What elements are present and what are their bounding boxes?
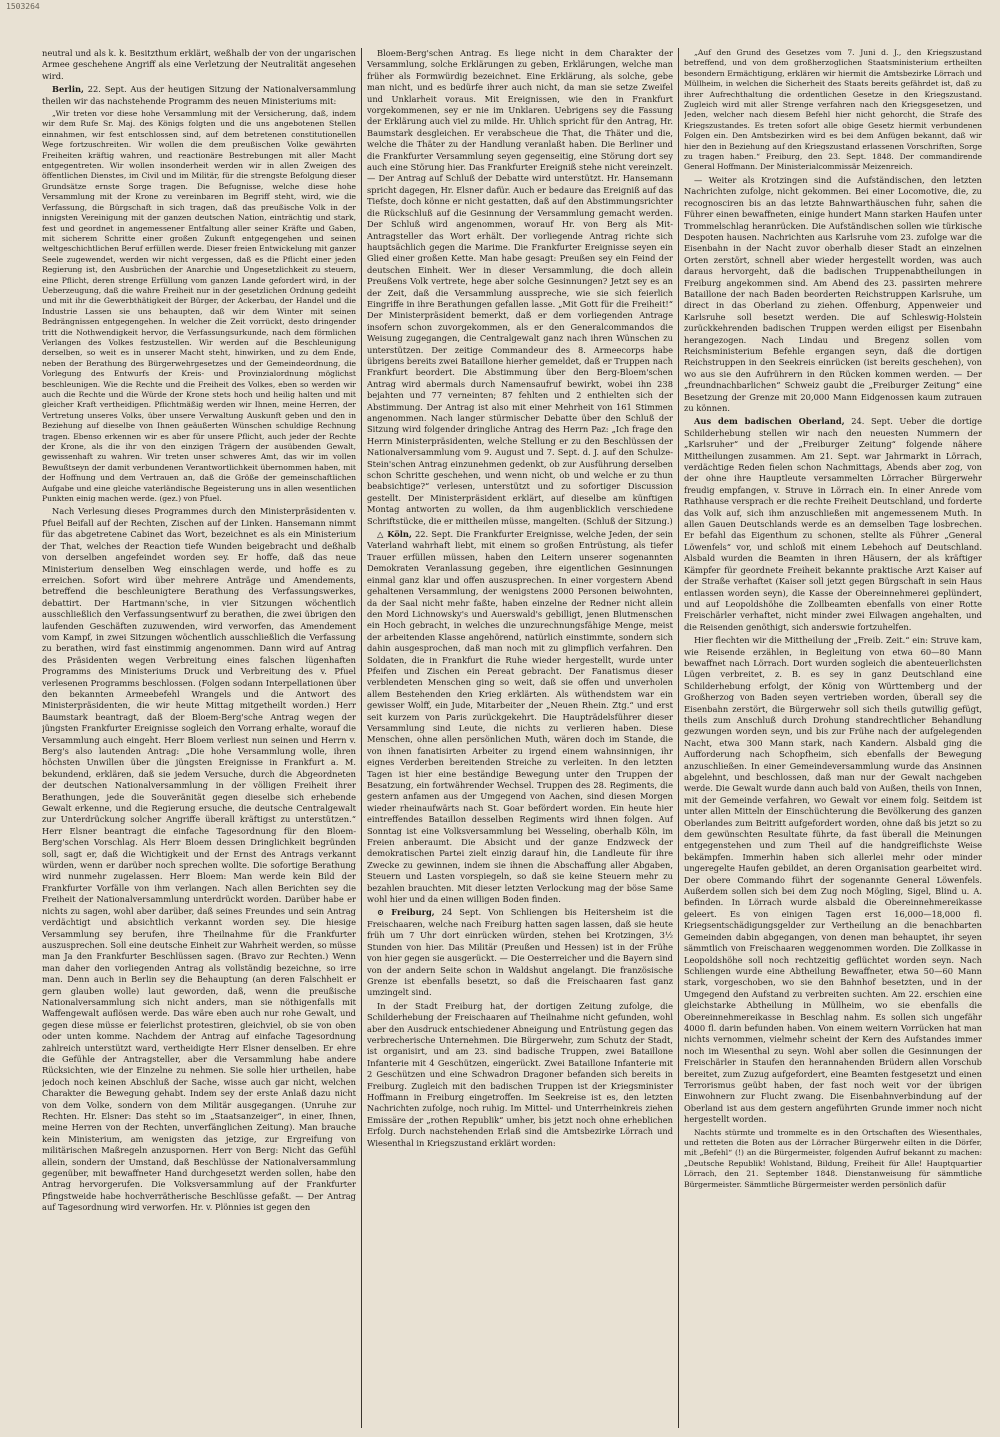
paragraph-text: In der Stadt Freiburg hat, der dortigen Zeitung zufolge, die Schilderhebung der Freischaaren auf Theilnahme nicht gefunden, wohl aber den Ausdruck entschiedener Abneigung und Entrüstung gegen das verbrecherische Unternehmen. Die Bürgerwehr, zum Schutz der Stadt, ist organisirt, und am 23. sind badische Truppen, zwei Bataillone Infanterie mit 4 Geschützen, eingerückt. Zwei Bataillone Infanterie mit 2 Geschützen und eine Schwadron Dragoner befanden sich bereits in Freiburg. Zugleich mit den badischen Truppen ist der Kriegsminister Hoffmann in Freiburg eingetroffen. Im Seekreise ist es, den letzten Nachrichten zufolge, noch ruhig. Im Mittel- und Unterrheinkreis ziehen Emissäre der „rothen Republik“ umher, bis jetzt noch ohne erheblichen Erfolg. Durch nachstehenden Erlaß sind die Amtsbezirke Lörrach und Wiesenthal in Kriegszustand erklärt worden: xyxy=(367,1000,673,1148)
article-paragraph xyxy=(684,175,982,415)
paragraph-text: 22. Sept. Aus der heutigen Sitzung der Nationalversammlung theilen wir das nachstehende Programm des neuen Ministeriums mit: xyxy=(42,84,356,106)
paragraph-text: — Weiter als Krotzingen sind die Aufständischen, den letzten Nachrichten zufolge, nicht gekommen. Bei einer Locomotive, die, zu recognosciren bis an das letzte Bahnwarthäuschen fuhr, sahen die Führer einen bewaffneten, einige hundert Mann starken Haufen unter Trommelschlag heranrücken. Die Aufständischen sollen wie türkische Despoten hausen. Nachrichten aus Karlsruhe vom 23. zufolge war die Eisenbahn in der Nacht zuvor oberhalb dieser Stadt an einzelnen Orten zerstört, schnell aber wieder hergestellt worden, was auch daraus hervorgeht, daß die badischen Truppenabtheilungen in Freiburg angekommen sind. Am Abend des 23. passirten mehrere Bataillone der nach Baden beorderten Reichstruppen Karlsruhe, um direct in das Oberland zu ziehen. Offenburg, Appenweier und Karlsruhe soll besetzt werden. Die auf Schleswig-Holstein zurückkehrenden badischen Truppen werden eiligst per Eisenbahn herangezogen. Nach Lindau und Bregenz sollen vom Reichsministerium Befehle ergangen seyn, daß die dortigen Reichstruppen in den Seekreis einrücken (ist bereits geschehen), von wo aus sie den Aufrührern in den Rücken kommen werden. — Der „freundnachbarlichen“ Schweiz gaubt die „Freiburger Zeitung“ eine Besetzung der Grenze mit 20,000 Mann Eidgenossen kaum zutrauen zu können. xyxy=(684,174,982,413)
article-paragraph xyxy=(42,109,356,504)
catalog-number: 1503264 xyxy=(6,2,40,11)
article-paragraph xyxy=(42,506,356,1213)
article-paragraph xyxy=(367,1001,673,1149)
paragraph-text: 24 Sept. Von Schliengen bis Heitersheim ist die Freischaaren, welche nach Freiburg hatten sagen lassen, daß sie heute früh um 7 Uhr dort einrücken würden, stehen bei Krotzingen, 3½ Stunden von hier. Das Militär (Preußen und Hessen) ist in der Frühe von hier gegen sie ausgerückt. — Die Oesterreicher und die Bayern sind von der andern Seite schon in Waldshut angelangt. Die französische Grenze ist ebenfalls besetzt, so daß die Freischaaren fast ganz umzingelt sind. xyxy=(367,907,673,998)
paragraph-text: Bloem-Berg'schen Antrag. Es liege nicht in dem Charakter der Versammlung, solche Erklärungen zu geben, Erklärungen, welche man früher als Formwürdig bezeichnet. Eine Erklärung, als solche, gebe man nicht, und es bedürfe ihrer auch nicht, da man sie setze Zweifel und Unklarheit voraus. Mit Ereignissen, wie den in Frankfurt vorgekommenen, sey er nie im Unklaren. Uebrigens sey die Fassung der Erklärung auch viel zu milde. Hr. Uhlich spricht für den Antrag, Hr. Baumstark desgleichen. Er verabscheue die That, die Thäter und die, welche die Thäter zu der Handlung veranlaßt haben. Die Berliner und die Frankfurter Versammlung seyen gegenseitig, eine Störung dort sey auch eine Störung hier. Das Frankfurter Ereigniß stehe nicht vereinzelt. — Der Antrag auf Schluß der Debatte wird unterstützt. Hr. Hansemann spricht dagegen, Hr. Elsner dafür. Auch er bedaure das Ereigniß auf das Tiefste, doch könne er nicht gestatten, daß auf den Abstimmungsrichter die Rückschluß auf die Gesinnung der Versammlung gemacht werden. Der Schluß wird angenommen, worauf Hr. von Berg als Mit-Antragsteller das Wort erhält. Der vorliegende Antrag richte sich hauptsächlich gegen die Marime. Die Frankfurter Ereignisse seyen ein Glied einer großen Kette. Man habe gesagt: Preußen sey ein Feind der deutschen Einheit. Wer in dieser Versammlung, die doch allein Preußens Volk vertrete, hege aber solche Gesinnungen? Jetzt sey es an der Zeit, daß die Versammlung ausspreche, wie sie sich feierlich Eingriffe in ihre Berathungen gefallen lasse. „Mit Gott für die Freiheit!“ Der Ministerpräsident bemerkt, daß er dem vorliegenden Antrage insofern schon zuvorgekommen, als er den Generalcommandos die Weisung zugegangen, die Centralgewalt ganz nach ihren Wünschen zu unterstützen. Der zeitige Commandeur des 8. Armeecorps habe übrigens bereits zwei Bataillone hierher gemeldet, daß er Truppen nach Frankfurt beordert. Die Abstimmung über den Berg-Bloem'schen Antrag wird abermals durch Namensaufruf bewirkt, wobei ihn 238 bejahten und 77 verneinten; 87 fehlten und 2 enthielten sich der Abstimmung. Der Antrag ist also mit einer Mehrheit von 161 Stimmen angenommen. Nach langer stürmischer Debatte über den Schluß der Sitzung wird folgender dringliche Antrag des Herrn Paz: „Ich frage den Herrn Ministerpräsidenten, welche Stellung er zu den Beschlüssen der Nationalversammlung vom 9. August und 7. Sept. d. J. auf den Schulze-Stein'schen Antrag einzunehmen gedenkt, ob zur Ausführung derselben schon Schritte geschehen, und wenn nicht, ob und welche er zu thun beabsichtige?“ verlesen, unterstützt und zu sofortiger Discussion gestellt. Der Ministerpräsident erklärt, auf dieselbe am künftigen Montag antworten zu wollen, da ihm augenblicklich verschiedene Schriftstücke, die er mittheilen müsse, mangelten. (Schluß der Sitzung.) xyxy=(367,48,673,526)
paragraph-text: Hier flechten wir die Mittheilung der „Freib. Zeit.“ ein: Struve kam, wie Reisende erzählen, in Begleitung von etwa 60—80 Mann bewaffnet nach Lörrach. Dort wurden sogleich die abenteuerlichsten Lügen verbreitet, z. B. es sey in ganz Deutschland eine Schilderhebung erfolgt, der König von Württemberg und der Großherzog von Baden seyen vertrieben worden, überall sey die Eisenbahn zerstört, die Bürgerwehr soll sich theils gutwillig gefügt, theils zum Anschluß durch Drohung standrechtlicher Behandlung gezwungen worden seyn, und bis zur Frühe nach der aufgelegenden Nacht, etwa 300 Mann stark, nach Kandern. Alsbald ging die Aufforderung nach Schopfheim, sich ebenfalls der Bewegung anzuschließen. In einer Gemeindeversammlung wurde das Ansinnen abgelehnt, und beschlossen, daß man nur der Gewalt nachgeben werde. Die Gewalt wurde dann auch bald von Außen, theils von Innen, mit der Gemeinde verfahren, wo Gewalt vor einem folg. Seitdem ist unter allen Mitteln der Einschüchterung die Bevölkerung des ganzen Oberlandes zum Beitritt aufgefordert worden, ohne daß bis jetzt so zu dem gewünschten Resultate führte, da fast überall die Meinungen entgegenstehen und zum Theil auf die handgreiflichste Weise bekämpfen. Immerhin haben sich allerlei mehr oder minder ungeregelte Haufen gebildet, an deren Organisation gearbeitet wird. Der obere Commando führt der sogenannte General Löwenfels. Außerdem sollen sich bei dem Zug noch Mögling, Sigel, Blind u. A. befinden. In Lörrach wurde alsbald die Obereinnehmereikasse geleert. Es von einigen Tagen erst 16,000—18,000 fl. Kriegsentschädigungsgelder zur Vertheilung an die benachbarten Gemeinden dabin abgegangen, von denen man behauptet, ihr seyen sämmtlich von Freischaaren weggenommen worden. Die Zollkasse in Leopoldshöhe soll noch rechtzeitig geflüchtet worden seyn. Nach Schliengen wurde eine Abtheilung Bewaffneter, etwa 50—60 Mann stark, vorgeschoben, wo sie den Bahnhof besetzten, und in der Umgegend den Aufstand zu verbreiten suchten. Am 22. erschien eine gleichstarke Abtheilung in Müllheim, wo sie ebenfalls die Obereinnehmereikasse in Beschlag nahm. Es sollen sich ungefähr 4000 fl. darin befunden haben. Von einem weitern Vorrücken hat man nichts vernommen, vielmehr scheint der Kern des Aufstandes immer noch im Wiesenthal zu seyn. Wohl aber sollen die Gesinnungen der Freischärler in Staufen den herannahenden Brüdern allen Vorschub bereitet, zum Zuzug aufgefordert, eine Beamten festgesetzt und einen Terrorismus geübt haben, der fast noch weit vor der übrigen Einwohnern zur Flucht zwang. Die Eisenbahnverbindung auf der Oberland ist aus dem gestern angeführten Grunde immer noch nicht hergestellt worden. xyxy=(684,635,982,1125)
article-paragraph xyxy=(684,48,982,173)
paragraph-text: neutral und als k. k. Besitzthum erklärt, weßhalb der von der ungarischen Armee geschehene Angriff als eine Verletzung der Neutralität angesehen wird. xyxy=(42,48,356,81)
column-1 xyxy=(42,48,356,1428)
column-2 xyxy=(367,48,673,1428)
article-paragraph xyxy=(684,1128,982,1190)
column-divider xyxy=(678,48,679,1428)
dateline: Berlin, xyxy=(52,84,84,95)
article-paragraph xyxy=(42,48,356,82)
dateline: ⊙ Freiburg, xyxy=(377,907,435,918)
article-paragraph xyxy=(367,529,673,905)
paragraph-text: 22. Sept. Die Frankfurter Ereignisse, welche Jeden, der sein Vaterland wahrhaft liebt, mit einem so großen Entrüstung, als tiefer Trauer erfüllen müssen, haben den Leitern unserer sogenannten Demokraten Veranlassung gegeben, ihre eigentlichen Gesinnungen einmal ganz klar und offen auszusprechen. In einer vorgestern Abend gehaltenen Versammlung, der wenigstens 2000 Personen beiwohnten, da der Saal nicht mehr faßte, haben einzelne der Redner nicht allein den Mord Lichnowsky's und Auerswald's gebilligt, jenen Blutmenschen ein Hoch gebracht, in welches die unzurechnungsfähige Menge, meist der arbeitenden Klasse angehörend, natürlich einstimmte, sondern sich dahin ausgesprochen, daß man noch mit zu glimpflich verfahren. Den Soldaten, die in Frankfurt die Ruhe wieder hergestellt, wurde unter Pfeifen und Zischen ein Pereat gebracht. Der Fanatismus dieser verblendeten Menschen ging so weit, daß sie offen und unverholen allem Bestehenden den Krieg erklärten. Als wüthendstem war ein gewisser Wolff, ein Jude, Mitarbeiter der „Neuen Rhein. Ztg.“ und erst seit kurzem von Paris zurückgekehrt. Die Haupträdelsführer dieser Versammlung sind Leute, die nichts zu verlieren haben. Diese Menschen, ohne allen persönlichen Muth, wären doch im Stande, die von ihnen fanatisirten Arbeiter zu irgend einem wahnsinnigen, ihr eignes Verderben bereitenden Streiche zu verleiten. In den letzten Tagen ist hier eine beständige Bewegung unter den Truppen der Besatzung, ein fortwährender Wechsel. Truppen des 28. Regiments, die gestern anfamen aus der Umgegend von Aachen, sind diesen Morgen wieder rheinaufwärts nach St. Goar befördert worden. Ein heute hier eintreffendes Bataillon desselben Regiments wird ihnen folgen. Auf Sonntag ist eine Volksversammlung bei Wesseling, oberhalb Köln, im Freien anberaumt. Die Absicht und der ganze Endzweck der demokratischen Partei zielt einzig darauf hin, die Landleute für ihre Zwecke zu gewinnen, indem sie ihnen die Abschaffung aller Abgaben, Steuern und Lasten vorspiegeln, so daß sie keine Steuern mehr zu bezahlen brauchten. Mit dieser letzten Verlockung mag der böse Same wohl hier und da einen willigen Boden finden. xyxy=(367,529,673,905)
paragraph-text: Nach Verlesung dieses Programmes durch den Ministerpräsidenten v. Pfuel Beifall auf der Rechten, Zischen auf der Linken. Hansemann nimmt für das abgetretene Cabinet das Wort, bezeichnet es als ein Ministerium der That, welches der Reaction tiefe Wunden beigebracht und deßhalb von derselben angefeindet worden sey. Er hoffe, daß das neue Ministerium denselben Weg einschlagen werde, und hoffe es zu erreichen. Sofort wird über mehrere Anträge und Amendements, betreffend die beschleunigtere Berathung des Verfassungswerkes, debattirt. Der Hartmann'sche, in vier Sitzungen wöchentlich ausschließlich den Verfassungsentwurf zu berathen, die zwei übrigen den laufenden Geschäften zuzuwenden, wird verworfen, das Amendement vom Kampf, in zwei Sitzungen wöchentlich ausschließlich die Verfassung zu berathen, wird fast einstimmig angenommen. Dann wird auf Antrag des Präsidenten wegen Verbreitung eines falschen lügenhaften Programms des Ministeriums Druck und Verbreitung des v. Pfuel verlesenen Programms beschlossen. (Folgen sodann Interpellationen über den bekannten Armeebefehl Wrangels und die Antwort des Ministerpräsidenten, die wir heute Mittag mitgetheilt worden.) Herr Baumstark beantragt, daß der Bloem-Berg'sche Antrag wegen der jüngsten Frankfurter Ereignisse sogleich den Vorrang erhalte, worauf die Versammlung auch eingeht. Herr Bloem verliest nun seinen und Herrn v. Berg's also lautenden Antrag: „Die hohe Versammlung wolle, ihren höchsten Unwillen über die jüngsten Ereignisse in Frankfurt a. M. bekundend, erklären, daß sie jedem Versuche, durch die Abgeordneten der deutschen Nationalversammlung in der völligen Freiheit ihrer Berathungen, jede die Souveränität gegen dieselbe sich erhebende Gewalt erkenne, und die Regierung ersuche, die deutsche Centralgewalt zur Unterdrückung solcher Angriffe überall kräftigst zu unterstützen.“ Herr Elsner beantragt die einfache Tagesordnung für den Bloem-Berg'schen Vorschlag. Als Herr Bloem dessen Dringlichkeit begründen soll, sagt er, daß die Wichtigkeit und der Ernst des Antrags verkannt würden, wenn er darüber noch sprechen wollte. Die sofortige Berathung wird nunmehr zugelassen. Herr Bloem: Man werde kein Bild der Frankfurter Vorfälle von ihm verlangen. Nach allen Berichten sey die Freiheit der Nationalversammlung unterdrückt worden. Darüber habe er nichts zu sagen, wohl aber darüber, daß seines Freundes und sein Antrag verdächtigt und absichtlich verkannt worden sey. Die hiesige Versammlung sey berufen, ihre Theilnahme für die Frankfurter auszusprechen. Soll eine deutsche Einheit zur Wahrheit werden, so müsse man Ja den Frankfurter Beschlüssen sagen. (Bravo zur Rechten.) Wenn man daher den vorliegenden Antrag als vollständig bezeichne, so irre man. Denn auch in Berlin sey die Behauptung (an deren Falschheit er gern glauben wolle) laut geworden, daß, wenn die preußische Nationalversammlung sich nicht anders, man sie nöthigenfalls mit Waffengewalt auflösen werde. Das wäre eben auch nur rohe Gewalt, und gegen diese müsse er feierlichst protestiren, gleichviel, ob sie von oben oder unten komme. Nachdem der Antrag auf einfache Tagesordnung zahlreich unterstützt ward, vertheidigte Herr Elsner denselben. Er ehre die Gefühle der Antragsteller, aber die Versammlung habe andere Rücksichten, wie der Einzelne zu nehmen. Sie solle hier urtheilen, habe jedoch noch keinen Abschluß der Sache, wisse auch gar nicht, welchen Charakter die Bewegung gehabt. Indem sey der erste Anlaß dazu nicht von dem Volke, sondern von dem Militär ausgegangen. (Unruhe zur Rechten. Hr. Elsner: Das steht so im „Staatsanzeiger“, in einer, Ihnen, meine Herren von der Rechten, unverfänglichen Zeitung). Man brauche kein Ministerium, am wenigsten das jetzige, zur Ergreifung von militärischen Maßregeln anzuspornen. Herr von Berg: Nicht das Gefühl allein, sondern der Umstand, daß Beschlüsse der Nationalversammlung gegenüber, mit bewaffneter Hand durchgesetzt werden sollen, habe den Antrag hervorgerufen. Die Volksversammlung auf der Frankfurter Pfingstweide habe hochverrätherische Beschlüsse gefaßt. — Der Antrag auf Tagesordnung wird verworfen. Hr. v. Plönnies ist gegen den xyxy=(42,506,356,1213)
article-paragraph xyxy=(42,84,356,107)
article-paragraph xyxy=(367,48,673,527)
article-paragraph xyxy=(684,416,982,633)
dateline: △ Köln, xyxy=(377,529,412,540)
paragraph-text: „Wir treten vor diese hohe Versammlung mit der Versicherung, daß, indem wir dem Rufe Sr. Maj. des Königs folgten und die uns angebotenen Stellen einnahmen, wir fest entschlossen sind, auf dem betretenen constitutionellen Wege fortzuschreiten. Wir wollen die dem preußischen Volke gewährten Freiheiten kräftig wahren, und reactionäre Bestrebungen mit aller Macht entgegentreten. Wir wollen insonderheit werden wir in allen Zweigen des öffentlichen Dienstes, im Civil und im Militär, für die strengste Befolgung dieser Grundsätze ernste Sorge tragen. Die Befugnisse, welche diese hohe Versammlung mit der Krone zu vereinbaren im Begriff steht, wird, wie die Verfassung, die Bürgschaft in sich tragen, daß das preußische Volk in der innigsten Vereinigung mit der ganzen deutschen Nation, einträchtig und stark, fest und geordnet in angemessener Entfaltung aller seiner Kräfte und Gaben, mit sicherem Schritte einer großen Zukunft entgegengehen und seinen weltgeschichtlichen Beruf erfüllen werde. Dieser freien Entwickelung mit ganzer Seele zugewendet, werden wir nicht vergessen, daß es die Pflicht einer jeden Regierung ist, den Ausbrüchen der Anarchie und Ungesetzlichkeit zu steuern, eine Pflicht, deren strenge Erfüllung vom ganzen Lande gefordert wird, in der Ueberzeugung, daß die wahre Freiheit nur in der gesetzlichen Ordnung gedeiht und mit ihr die Gewerbthätigkeit der Bürger, der Ackerbau, der Handel und die Industrie Lassen sie uns behaupten, daß wir dem Winter mit seinen Bedrängnissen entgegengehen. In welcher die Zeit vorrückt, desto dringender tritt die Nothwendigkeit hervor, die Verfassungsurkunde, nach dem förmlichen Verlangen des Volkes festzustellen. Wir werden auf die Beschleunigung derselben, so weit es in unserer Macht steht, hinwirken, und zu dem Ende, neben der Berathung des Bürgerwehrgesetzes und der Gemeindeordnung, die Vorlegung des Entwurfs der Kreis- und Provinzialordnung möglichst beschleunigen. Wie die Rechte und die Freiheit des Volkes, eben so werden wir auch die Rechte und die Würde der Krone stets hoch und heilig halten und mit gleicher Kraft vertheidigen. Pflichtmäßig werden wir Ihnen, meine Herren, der Vertretung unseres Volks, über unsere Verwaltung Auskunft geben und den in Beziehung auf dieselbe von Ihnen geäußerten Wünschen schuldige Rechnung tragen. Ebenso erkennen wir es aber für unsere Pflicht, auch jeder der Rechte der Krone, als die ihr von den einzigen Trägern der ausübenden Gewalt, gewissenhaft zu wahren. Wir treten unser schweres Amt, das wir im vollen Bewußtseyn der damit verbundenen Verantwortlichkeit übernommen haben, mit der Hoffnung und dem Vertrauen an, daß die Größe der gemeinschaftlichen Aufgabe und eine gleiche vaterländische Begeisterung uns in allen wesentlichen Punkten einig machen werde. (gez.) von Pfuel. xyxy=(42,109,356,504)
paragraph-text: Nachts stürmte und trommelte es in den Ortschaften des Wiesenthales, und retteten die Boten aus der Lörracher Bürgerwehr eilten in die Dörfer, mit „Befehl“ (!) an die Bürgermeister, folgenden Aufruf bekannt zu machen: „Deutsche Republik! Wohlstand, Bildung, Freiheit für Alle! Hauptquartier Lörrach, den 21. September 1848. Dienstanweisung für sämmtliche Bürgermeister. Sämmtliche Bürgermeister werden persönlich dafür xyxy=(684,1127,982,1189)
column-divider xyxy=(361,48,362,1428)
article-paragraph xyxy=(684,635,982,1125)
dateline: Aus dem badischen Oberland, xyxy=(694,416,845,427)
article-paragraph xyxy=(367,907,673,998)
text-columns xyxy=(42,48,982,1428)
paragraph-text: 24. Sept. Ueber die dortige Schilderhebung stellen wir nach den neuesten Nummern der „Karlsruher“ und der „Freiburger Zeitung“ folgende nähere Mittheilungen zusammen. Am 21. Sept. war Jahrmarkt in Lörrach, verdächtige Reden fielen schon Nachmittags, Abends aber zog, von der ohne ihre Hauptleute versammelten Lörracher Bürgerwehr freudig empfangen, v. Struve in Lörrach ein. In einer Anrede vom Rathhause versprach er die rechte Freiheit Deutschland, und forderte das Volk auf, sich ihm anzuschließen mit angemessenem Muth. In allen Gauen Deutschlands werde es an demselben Tage losbrechen. Er befahl das Eigenthum zu schonen, stellte als Führer „General Löwenfels“ vor, und schloß mit einem Lebehoch auf Deutschland. Alsbald wurden die Beamten in ihren Häusern, der als kräftiger Kämpfer für geordnete Freiheit bekannte praktische Arzt Kaiser auf der Straße verhaftet (Kaiser soll jetzt gegen Bürgschaft in sein Haus entlassen worden seyn), die Kasse der Obereinnehmerei geplündert, und auf Leopoldshöhe die Zollbeamten ebenfalls von einer Rotte Freischärler verhaftet, nicht minder zwei Eilwagen angehalten, und die Reisenden genöthigt, sich anderswie fortzuhelfen. xyxy=(684,416,982,632)
column-3 xyxy=(684,48,982,1428)
paragraph-text: „Auf den Grund des Gesetzes vom 7. Juni d. J., den Kriegszustand betreffend, und von dem großherzoglichen Staatsministerium ertheilten besondern Ermächtigung, erklären wir hiermit die Amtsbezirke Lörrach und Müllheim, in welchen die Sicherheit des Staats bereits gefährdet ist, daß zu ihrer Aufrechthaltung die ordentlichen Gesetze in den Kriegszustand. Zugleich wird mit aller Strenge verfahren nach den Kriegsgesetzen, und Jeden, welcher nach diesem Befehl hier nicht gehorcht, die Strafe des Kriegszustandes. Es treten sofort alle obige Gesetz hiermit verbundenen Folgen ein. Den Amtsbezirken wird es bei dem Anfügen bekannt, daß wir hier den in Beziehung auf den Kriegszustand erlassenen Vorschriften, Sorge zu tragen haben.“ Freiburg, den 23. Sept. 1848. Der commandirende General Hoffmann. Der Ministerialcommissär Meizenreich. xyxy=(684,48,982,172)
